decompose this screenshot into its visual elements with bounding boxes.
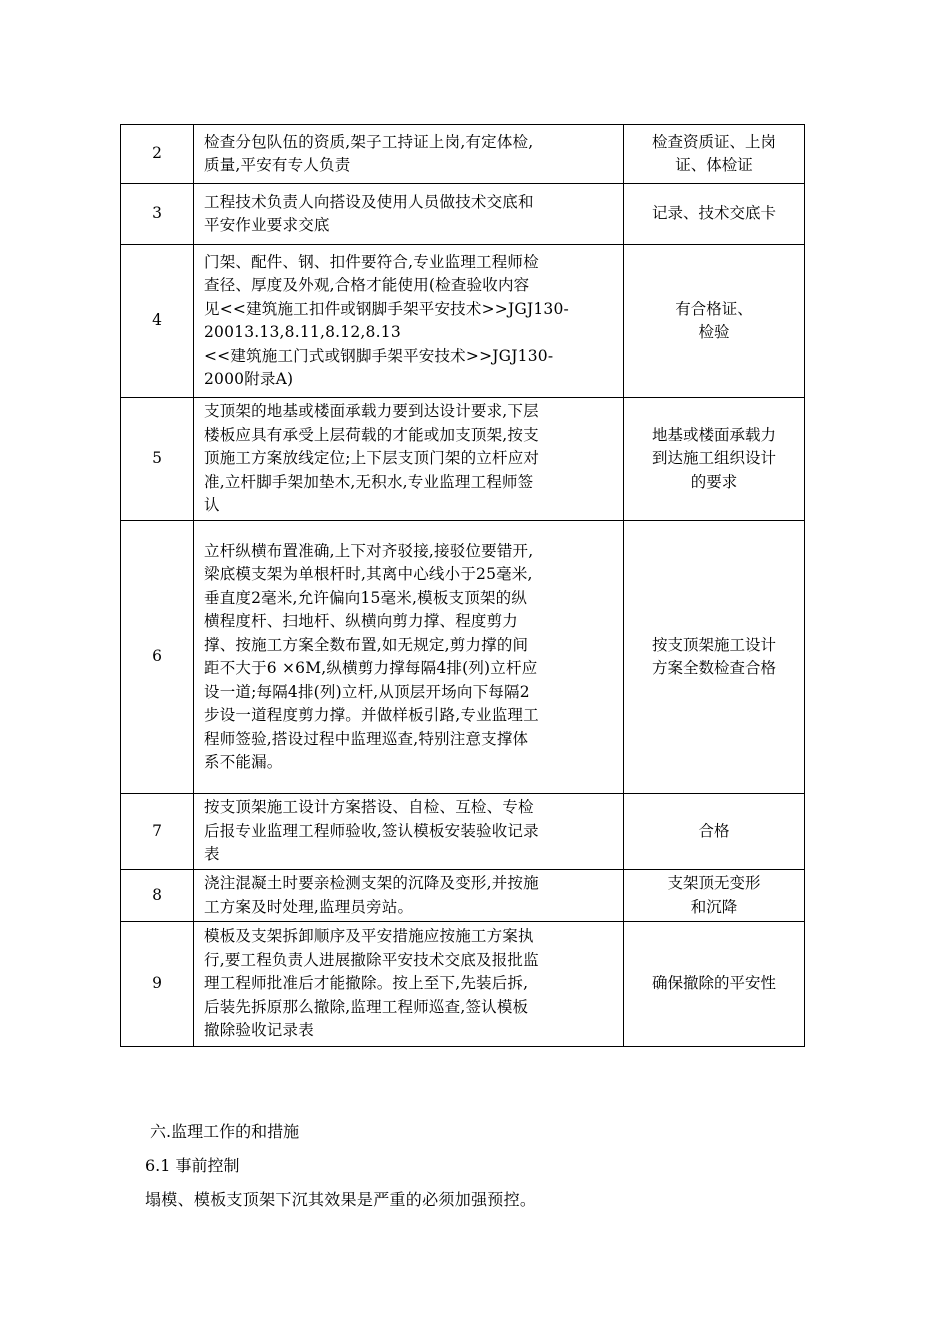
row-number: 4 bbox=[121, 245, 194, 398]
table-row bbox=[121, 125, 805, 184]
row-number: 5 bbox=[121, 398, 194, 521]
inspection-method: 检查资质证、上岗 证、体检证 bbox=[624, 125, 805, 184]
inspection-content: 工程技术负责人向搭设及使用人员做技术交底和 平安作业要求交底 bbox=[194, 184, 624, 245]
inspection-content: 模板及支架拆卸顺序及平安措施应按施工方案执 行,要工程负责人进展撤除平安技术交底及报批监 理工程师批准后才能撤除。按上至下,先装后拆, 后装先拆原那么撤除,监理工程师巡查,签认模板 撤除验收记录表 bbox=[194, 922, 624, 1047]
row-number: 6 bbox=[121, 521, 194, 794]
table-row bbox=[121, 794, 805, 870]
inspection-content: 门架、配件、钢、扣件要符合,专业监理工程师检 查径、厚度及外观,合格才能使用(检查验收内容 见<<建筑施工扣件或钢脚手架平安技术>>JGJ130- 20013.13,8.11,8.12,8.13 <<建筑施工门式或钢脚手架平安技术>>JGJ130- 2000附录A) bbox=[194, 245, 624, 398]
inspection-content: 按支顶架施工设计方案搭设、自检、互检、专检 后报专业监理工程师验收,签认模板安装验收记录 表 bbox=[194, 794, 624, 870]
table-row bbox=[121, 521, 805, 794]
inspection-content: 立杆纵横布置准确,上下对齐驳接,接驳位要错开, 梁底模支架为单根杆时,其离中心线小于25毫米, 垂直度2毫米,允许偏向15毫米,模板支顶架的纵 横程度杆、扫地杆、纵横向剪力撑、程度剪力 撑、按施工方案全数布置,如无规定,剪力撑的间 距不大于6 ×6M,纵横剪力撑每隔4排(列)立杆应 设一道;每隔4排(列)立杆,从顶层开场向下每隔2 步设一道程度剪力撑。并做样板引路,专业监理工 程师签验,搭设过程中监理巡查,特别注意支撑体 系不能漏。 bbox=[194, 521, 624, 794]
row-number: 9 bbox=[121, 922, 194, 1047]
inspection-method: 合格 bbox=[624, 794, 805, 870]
body-paragraph: 塌模、模板支顶架下沉其效果是严重的必须加强预控。 bbox=[145, 1190, 537, 1209]
row-number: 8 bbox=[121, 870, 194, 922]
inspection-method: 支架顶无变形 和沉降 bbox=[624, 870, 805, 922]
inspection-table bbox=[120, 124, 805, 1047]
table-row bbox=[121, 922, 805, 1047]
inspection-method: 确保撤除的平安性 bbox=[624, 922, 805, 1047]
inspection-content: 支顶架的地基或楼面承载力要到达设计要求,下层 楼板应具有承受上层荷载的才能或加支顶架,按支 顶施工方案放线定位;上下层支顶门架的立杆应对 准,立杆脚手架加垫木,无积水,专业监理工程师签 认 bbox=[194, 398, 624, 521]
table-row bbox=[121, 184, 805, 245]
inspection-content: 浇注混凝土时要亲检测支架的沉降及变形,并按施 工方案及时处理,监理员旁站。 bbox=[194, 870, 624, 922]
row-number: 3 bbox=[121, 184, 194, 245]
inspection-method: 有合格证、 检验 bbox=[624, 245, 805, 398]
row-number: 2 bbox=[121, 125, 194, 184]
row-number: 7 bbox=[121, 794, 194, 870]
subsection-heading: 6.1 事前控制 bbox=[145, 1156, 240, 1175]
table-row bbox=[121, 870, 805, 922]
inspection-method: 地基或楼面承载力 到达施工组织设计 的要求 bbox=[624, 398, 805, 521]
inspection-content: 检查分包队伍的资质,架子工持证上岗,有定体检, 质量,平安有专人负责 bbox=[194, 125, 624, 184]
table-row bbox=[121, 398, 805, 521]
table-row bbox=[121, 245, 805, 398]
inspection-method: 记录、技术交底卡 bbox=[624, 184, 805, 245]
inspection-method: 按支顶架施工设计 方案全数检查合格 bbox=[624, 521, 805, 794]
section-heading: 六.监理工作的和措施 bbox=[150, 1122, 300, 1141]
